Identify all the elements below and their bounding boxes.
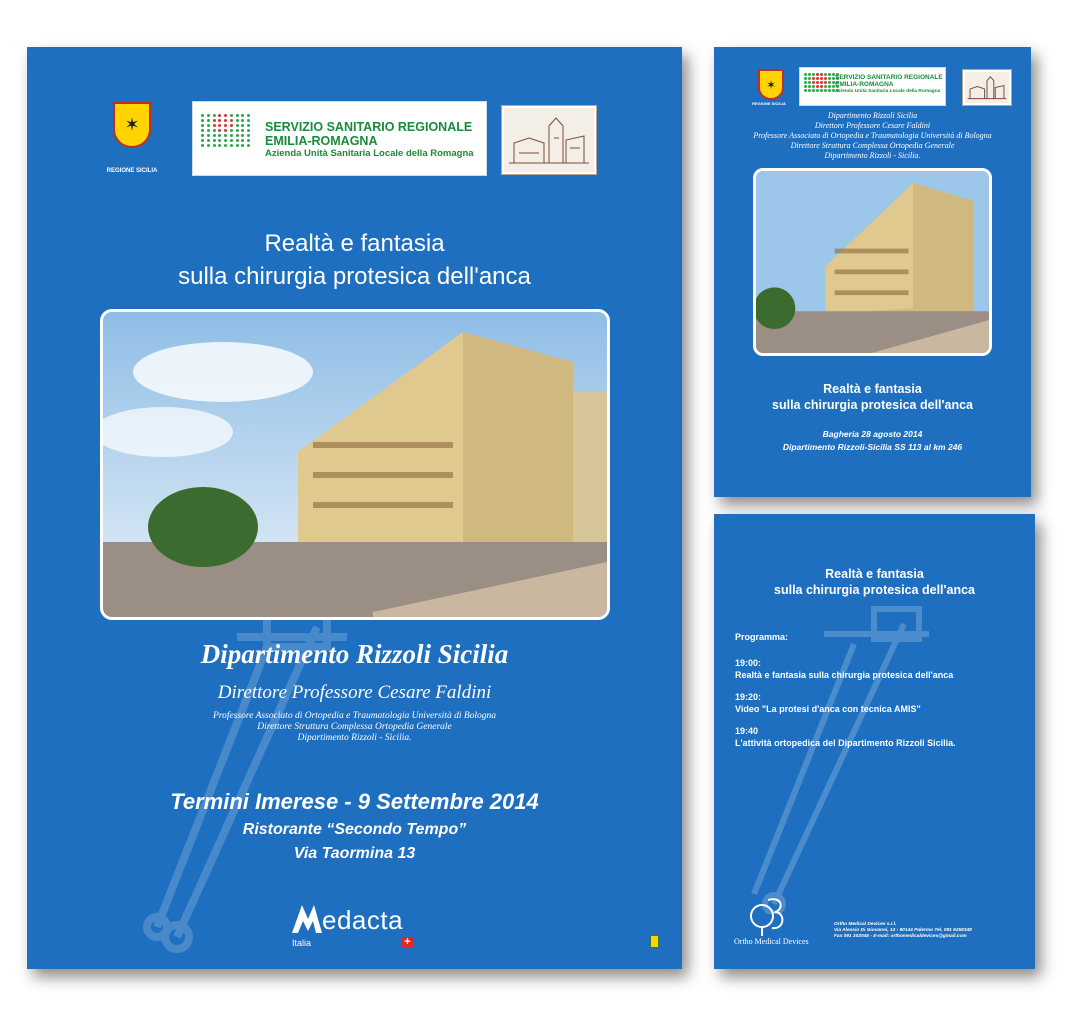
info-line1: Dipartimento Rizzoli Sicilia <box>827 111 918 120</box>
program-time: 19:40 <box>735 726 759 736</box>
surgical-device-watermark <box>734 604 934 914</box>
title-line1: Realtà e fantasia <box>264 230 445 257</box>
region-label: REGIONE SICILIA <box>752 101 786 106</box>
program-text: Realtà e fantasia sulla chirurgia protesica dell'anca <box>735 670 954 680</box>
small-badge-icon <box>650 935 659 948</box>
sponsor-company: Ortho Medical Devices s.r.l. <box>834 922 897 927</box>
regione-sicilia-emblem-icon: ✶ <box>758 69 784 100</box>
main-poster <box>27 47 682 969</box>
program-list <box>735 657 1030 749</box>
ssr-line1: SERVIZIO SANITARIO REGIONALE <box>835 74 943 81</box>
town-sketch-logo <box>502 106 596 174</box>
event-line: Termini Imerese - 9 Settembre 2014 <box>170 789 539 814</box>
hospital-building-photo <box>100 309 610 620</box>
title-line2: sulla chirurgia protesica dell'anca <box>178 263 531 290</box>
ssr-line2: EMILIA-ROMAGNA <box>835 81 894 89</box>
program-title <box>714 566 1035 598</box>
title-line2: sulla chirurgia protesica dell'anca <box>774 583 975 597</box>
poster-title <box>27 227 682 293</box>
program-text: L'attività ortopedica del Dipartimento Rizzoli Sicilia. <box>735 738 956 748</box>
ssr-line3: Azienda Unità Sanitaria Locale della Romagna <box>265 147 474 159</box>
ssr-dots-icon <box>201 114 251 147</box>
ssr-emilia-romagna-logo <box>192 101 487 176</box>
region-label: REGIONE SICILIA <box>106 168 158 174</box>
sponsor-contact: Fax 091 302045 - E-mail: orthomedicaldevices@gmail.com <box>834 934 967 939</box>
place-line: Dipartimento Rizzoli-Sicilia SS 113 al km 246 <box>782 442 963 452</box>
address: Via Taormina 13 <box>293 845 416 862</box>
regione-sicilia-emblem-icon: ✶ <box>113 102 151 148</box>
hospital-building-photo <box>753 168 992 356</box>
info-line4: Direttore Struttura Complessa Ortopedia Generale <box>790 141 955 150</box>
department-name: Dipartimento Rizzoli Sicilia <box>200 639 509 669</box>
title-line2: sulla chirurgia protesica dell'anca <box>772 398 973 412</box>
program-poster <box>714 514 1035 969</box>
swiss-flag-icon: + <box>402 937 413 948</box>
info-line2: Direttore Professore Cesare Faldini <box>814 121 931 130</box>
ssr-line2: EMILIA-ROMAGNA <box>265 134 378 149</box>
list-item <box>735 691 1030 715</box>
omd-logo-icon <box>748 894 788 936</box>
sponsor-sub: Italia <box>292 938 312 948</box>
list-item <box>735 725 1030 749</box>
medacta-logo <box>290 903 430 953</box>
director-name: Direttore Professore Cesare Faldini <box>217 682 492 703</box>
info-line3: Professore Associato di Ortopedia e Traumatologia Università di Bologna <box>753 131 992 140</box>
sponsor-name: Ortho Medical Devices <box>734 937 809 946</box>
info-line5: Dipartimento Rizzoli - Sicilia. <box>824 151 921 160</box>
title-line1: Realtà e fantasia <box>825 567 924 581</box>
date-line: Bagheria 28 agosto 2014 <box>822 429 923 439</box>
title-line1: Realtà e fantasia <box>823 382 922 396</box>
cover-title <box>714 381 1031 413</box>
ssr-line3: Azienda Unità Sanitaria Locale della Romagna <box>835 88 941 94</box>
program-label: Programma: <box>735 632 789 642</box>
venue: Ristorante “Secondo Tempo” <box>242 821 467 838</box>
cover-info <box>714 111 1031 161</box>
program-time: 19:00: <box>735 658 762 668</box>
sponsor-name: edacta <box>322 905 404 935</box>
town-sketch-logo <box>963 70 1011 105</box>
cover-poster <box>714 47 1031 497</box>
ssr-dots-icon <box>804 73 830 92</box>
info-line2: Direttore Struttura Complessa Ortopedia Generale <box>257 722 452 732</box>
sponsor-address: Via Alessio Di Giovanni, 14 - 90144 Palermo Tel. 091 6258348 <box>834 928 972 933</box>
program-time: 19:20: <box>735 692 762 702</box>
ssr-emilia-romagna-logo <box>799 67 946 106</box>
medacta-m-icon <box>292 905 322 933</box>
cover-event <box>714 428 1031 454</box>
sponsor-details <box>834 922 1032 940</box>
list-item <box>735 657 1030 681</box>
ssr-line1: SERVIZIO SANITARIO REGIONALE <box>265 120 473 134</box>
program-text: Video "La protesi d'anca con tecnica AMIS" <box>735 704 921 714</box>
info-line3: Dipartimento Rizzoli - Sicilia. <box>297 733 412 743</box>
department-info <box>27 711 682 744</box>
info-line1: Professore Associato di Ortopedia e Traumatologia Università di Bologna <box>212 711 497 721</box>
